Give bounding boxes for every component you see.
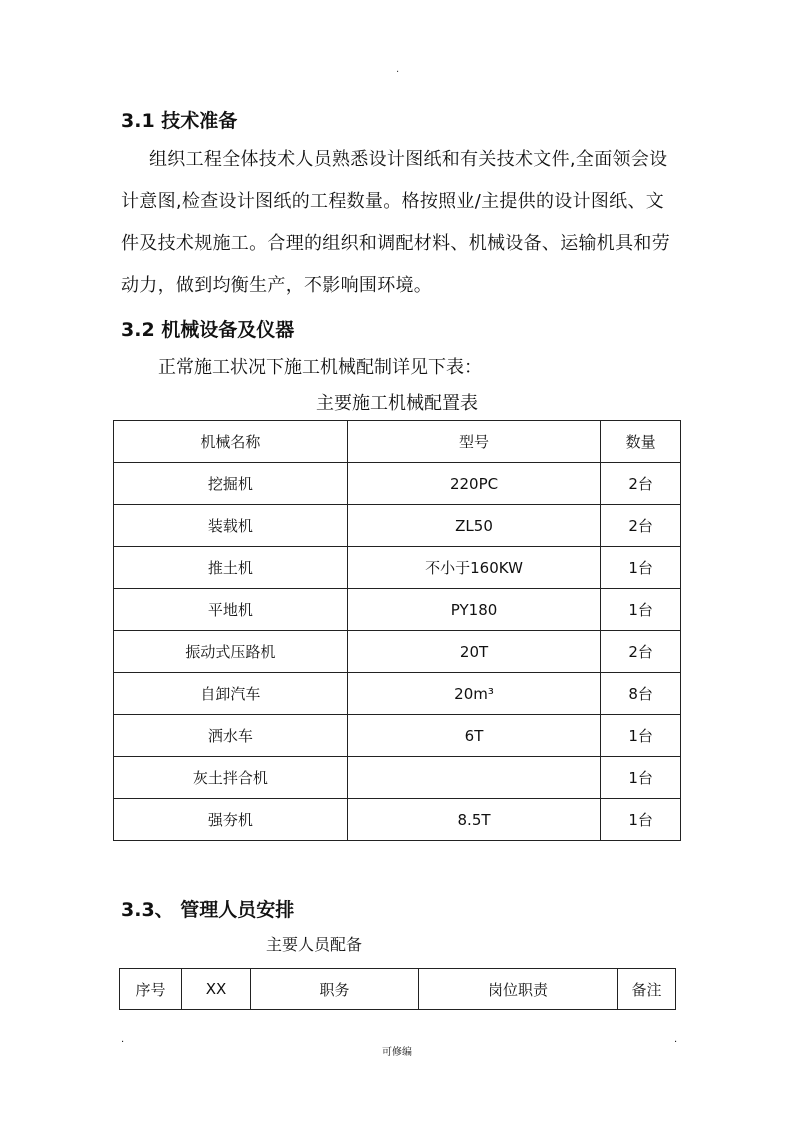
cell-name: 挖掘机 — [114, 463, 348, 505]
cell-name: 灰土拌合机 — [114, 757, 348, 799]
section-heading-equipment: 3.2 机械设备及仪器 — [121, 319, 295, 341]
cell-name: 平地机 — [114, 589, 348, 631]
table-row — [114, 463, 681, 505]
column-header: 机械名称 — [114, 421, 348, 463]
table-row — [114, 631, 681, 673]
column-header: 序号 — [120, 969, 182, 1010]
column-header: 备注 — [618, 969, 676, 1010]
cell-model: ZL50 — [347, 505, 601, 547]
cell-model: 6T — [347, 715, 601, 757]
table-row — [114, 715, 681, 757]
column-header: 岗位职责 — [419, 969, 618, 1010]
table-row — [114, 673, 681, 715]
equipment-table-title: 主要施工机械配置表 — [316, 393, 478, 414]
column-header: 型号 — [347, 421, 601, 463]
footer-left-mark: . — [121, 1034, 125, 1045]
staff-table — [119, 968, 676, 1010]
cell-name: 洒水车 — [114, 715, 348, 757]
cell-name: 装载机 — [114, 505, 348, 547]
column-header: XX — [182, 969, 251, 1010]
table-header-row — [120, 969, 676, 1010]
table-row — [114, 589, 681, 631]
cell-qty: 1台 — [601, 757, 681, 799]
cell-qty: 1台 — [601, 547, 681, 589]
cell-model: 不小于160KW — [347, 547, 601, 589]
cell-model — [347, 757, 601, 799]
tech-prep-paragraph — [121, 139, 681, 307]
staff-table-title: 主要人员配备 — [266, 935, 363, 954]
cell-model: PY180 — [347, 589, 601, 631]
cell-model: 220PC — [347, 463, 601, 505]
cell-model: 20T — [347, 631, 601, 673]
table-row — [114, 547, 681, 589]
header-mark: . — [396, 64, 400, 75]
table-header-row — [114, 421, 681, 463]
cell-qty: 2台 — [601, 463, 681, 505]
paragraph-line: 动力，做到均衡生产，不影响围环境。 — [121, 275, 433, 296]
section-heading-staff: 3.3、 管理人员安排 — [121, 899, 295, 921]
cell-qty: 1台 — [601, 799, 681, 841]
cell-name: 推土机 — [114, 547, 348, 589]
table-row — [114, 799, 681, 841]
table-row — [114, 757, 681, 799]
equipment-intro: 正常施工状况下施工机械配制详见下表： — [158, 357, 482, 378]
cell-model: 8.5T — [347, 799, 601, 841]
column-header: 职务 — [251, 969, 419, 1010]
section-heading-tech-prep: 3.1 技术准备 — [121, 110, 238, 132]
paragraph-line: 件及技术规施工。合理的组织和调配材料、机械设备、运输机具和劳 — [121, 233, 670, 254]
cell-qty: 1台 — [601, 589, 681, 631]
cell-qty: 8台 — [601, 673, 681, 715]
footer-editable-label: 可修编 — [382, 1047, 412, 1058]
paragraph-line: 组织工程全体技术人员熟悉设计图纸和有关技术文件,全面领会设 — [149, 149, 668, 170]
cell-name: 自卸汽车 — [114, 673, 348, 715]
column-header: 数量 — [601, 421, 681, 463]
cell-qty: 1台 — [601, 715, 681, 757]
cell-model: 20m³ — [347, 673, 601, 715]
cell-qty: 2台 — [601, 505, 681, 547]
table-row — [114, 505, 681, 547]
equipment-table — [113, 420, 681, 841]
paragraph-line: 计意图,检查设计图纸的工程数量。格按照业/主提供的设计图纸、文 — [121, 191, 665, 212]
cell-name: 强夯机 — [114, 799, 348, 841]
footer-right-mark: . — [674, 1034, 678, 1045]
cell-qty: 2台 — [601, 631, 681, 673]
cell-name: 振动式压路机 — [114, 631, 348, 673]
